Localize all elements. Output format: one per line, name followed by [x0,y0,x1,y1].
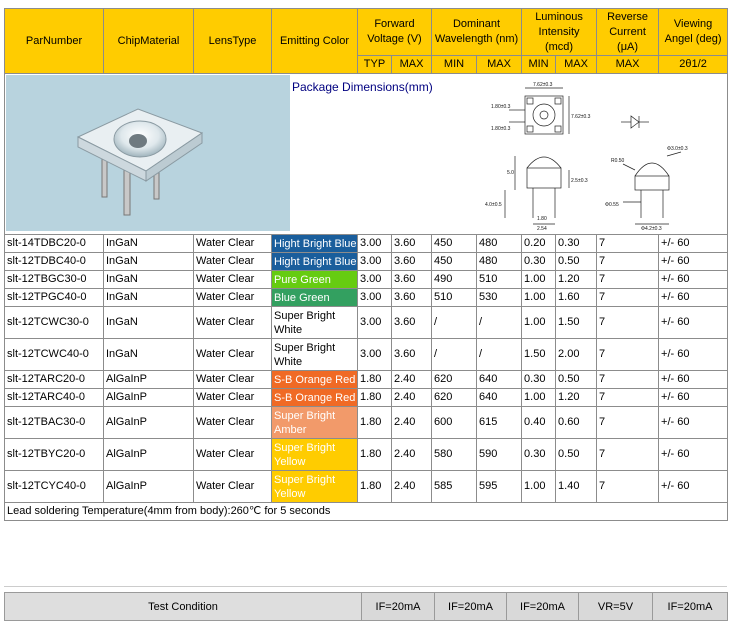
cell-viewing-angle: +/- 60 [659,289,728,307]
header-part-number: ParNumber [5,9,104,74]
sub-wl-min: MIN [432,56,477,74]
cell-lens-type: Water Clear [194,339,272,371]
cell-wl-min: 510 [432,289,477,307]
sub-wl-max: MAX [477,56,522,74]
table-row [5,371,728,389]
cell-wl-max: 590 [477,439,522,471]
cell-lens-type: Water Clear [194,439,272,471]
cell-wl-min: 585 [432,471,477,503]
cell-chip-material: InGaN [104,271,194,289]
package-cell [5,74,728,235]
cell-wl-min: / [432,339,477,371]
table-row [5,307,728,339]
cell-li-max: 0.30 [556,235,597,253]
cell-chip-material: AlGaInP [104,407,194,439]
cell-fv-typ: 3.00 [358,253,392,271]
table-row [5,439,728,471]
test-condition-label: Test Condition [5,593,362,621]
cell-fv-typ: 3.00 [358,235,392,253]
cell-li-min: 0.30 [522,439,556,471]
sub-rc-max: MAX [597,56,659,74]
dim-label-10: R0.50 [611,158,625,164]
cell-wl-max: 640 [477,371,522,389]
dim-label-11: Φ3.0±0.3 [667,146,688,152]
cell-viewing-angle: +/- 60 [659,371,728,389]
dim-label-2: 7.62±0.3 [571,114,591,120]
test-condition-fv: IF=20mA [362,593,435,621]
header-chip-material: ChipMaterial [104,9,194,74]
header-reverse-current: Reverse Current (μA) [597,9,659,56]
cell-fv-typ: 3.00 [358,307,392,339]
cell-wl-max: 640 [477,389,522,407]
cell-li-min: 0.30 [522,371,556,389]
cell-viewing-angle: +/- 60 [659,235,728,253]
divider [4,586,727,587]
cell-li-max: 0.50 [556,439,597,471]
cell-part-number: slt-12TPGC40-0 [5,289,104,307]
cell-lens-type: Water Clear [194,289,272,307]
dim-label-3: 1.80±0.3 [491,104,511,110]
sub-va: 2θ1/2 [659,56,728,74]
cell-chip-material: AlGaInP [104,371,194,389]
cell-fv-typ: 1.80 [358,439,392,471]
cell-reverse-current: 7 [597,307,659,339]
test-condition-table [4,592,728,621]
cell-li-min: 0.20 [522,235,556,253]
dim-label-6: 2.5±0.3 [571,178,588,184]
cell-wl-min: 490 [432,271,477,289]
table-row [5,407,728,439]
cell-wl-min: / [432,307,477,339]
cell-chip-material: AlGaInP [104,439,194,471]
cell-viewing-angle: +/- 60 [659,471,728,503]
table-row [5,339,728,371]
cell-wl-min: 620 [432,371,477,389]
cell-wl-max: 510 [477,271,522,289]
cell-wl-max: 595 [477,471,522,503]
cell-li-max: 0.60 [556,407,597,439]
cell-chip-material: InGaN [104,339,194,371]
cell-reverse-current: 7 [597,407,659,439]
cell-fv-max: 2.40 [392,407,432,439]
cell-emitting-color: Super Bright White [272,339,358,371]
cell-fv-typ: 1.80 [358,371,392,389]
table-row [5,271,728,289]
cell-li-min: 1.00 [522,307,556,339]
test-condition-wl: IF=20mA [435,593,507,621]
cell-fv-typ: 3.00 [358,271,392,289]
cell-part-number: slt-12TDBC40-0 [5,253,104,271]
cell-part-number: slt-12TBAC30-0 [5,407,104,439]
cell-wl-max: 480 [477,253,522,271]
cell-li-min: 0.30 [522,253,556,271]
dim-label-7: 4.0±0.5 [485,202,502,208]
header-viewing-angle: Viewing Angel (deg) [659,9,728,56]
cell-chip-material: InGaN [104,253,194,271]
cell-reverse-current: 7 [597,271,659,289]
cell-chip-material: AlGaInP [104,471,194,503]
product-rows [5,235,728,503]
cell-wl-min: 620 [432,389,477,407]
dim-label-1: 7.62±0.3 [533,82,553,88]
test-condition-li: IF=20mA [507,593,579,621]
cell-part-number: slt-12TARC20-0 [5,371,104,389]
cell-reverse-current: 7 [597,289,659,307]
cell-fv-typ: 1.80 [358,407,392,439]
cell-fv-max: 2.40 [392,371,432,389]
header-emitting-color: Emitting Color [272,9,358,74]
cell-reverse-current: 7 [597,235,659,253]
cell-viewing-angle: +/- 60 [659,253,728,271]
cell-reverse-current: 7 [597,371,659,389]
cell-li-max: 1.60 [556,289,597,307]
header-luminous-intensity: Luminous Intensity (mcd) [522,9,597,56]
dim-label-12: Φ0.55 [605,202,619,208]
cell-wl-max: 615 [477,407,522,439]
cell-fv-max: 2.40 [392,389,432,407]
cell-reverse-current: 7 [597,439,659,471]
cell-lens-type: Water Clear [194,307,272,339]
dim-label-4: 1.80±0.3 [491,126,511,132]
cell-lens-type: Water Clear [194,407,272,439]
cell-part-number: slt-12TBGC30-0 [5,271,104,289]
cell-viewing-angle: +/- 60 [659,271,728,289]
cell-reverse-current: 7 [597,471,659,503]
cell-wl-max: 530 [477,289,522,307]
package-dimensions-title: Package Dimensions(mm) [292,80,433,94]
cell-fv-max: 3.60 [392,339,432,371]
cell-emitting-color: S-B Orange Red [272,371,358,389]
cell-fv-max: 3.60 [392,235,432,253]
header-forward-voltage: Forward Voltage (V) [358,9,432,56]
header-lens-type: LensType [194,9,272,74]
cell-part-number: slt-12TCWC30-0 [5,307,104,339]
cell-wl-max: / [477,307,522,339]
cell-li-min: 1.00 [522,471,556,503]
dim-label-8: 1.80 [537,216,547,222]
cell-emitting-color: S-B Orange Red [272,389,358,407]
cell-lens-type: Water Clear [194,471,272,503]
cell-emitting-color: Super Bright Yellow [272,471,358,503]
cell-reverse-current: 7 [597,389,659,407]
cell-chip-material: InGaN [104,307,194,339]
cell-viewing-angle: +/- 60 [659,439,728,471]
cell-fv-typ: 1.80 [358,389,392,407]
table-row [5,235,728,253]
cell-emitting-color: Pure Green [272,271,358,289]
cell-li-max: 1.40 [556,471,597,503]
cell-part-number: slt-12TCWC40-0 [5,339,104,371]
cell-chip-material: InGaN [104,235,194,253]
cell-li-max: 0.50 [556,371,597,389]
cell-emitting-color: Blue Green [272,289,358,307]
cell-li-min: 1.00 [522,389,556,407]
cell-reverse-current: 7 [597,253,659,271]
cell-reverse-current: 7 [597,339,659,371]
sub-li-max: MAX [556,56,597,74]
cell-wl-min: 450 [432,253,477,271]
cell-wl-min: 450 [432,235,477,253]
cell-chip-material: InGaN [104,289,194,307]
package-drawing-icon [445,78,695,230]
cell-fv-typ: 3.00 [358,339,392,371]
cell-part-number: slt-12TBYC20-0 [5,439,104,471]
cell-wl-max: / [477,339,522,371]
cell-emitting-color: Super Bright Yellow [272,439,358,471]
cell-emitting-color: Hight Bright Blue [272,235,358,253]
cell-emitting-color: Hight Bright Blue [272,253,358,271]
cell-fv-max: 2.40 [392,439,432,471]
cell-li-min: 1.50 [522,339,556,371]
dim-label-13: Φ4.2±0.3 [641,226,662,230]
sub-fv-typ: TYP [358,56,392,74]
sub-li-min: MIN [522,56,556,74]
test-condition-va: IF=20mA [653,593,728,621]
led-photo [6,75,290,231]
led-image-icon [6,75,290,231]
cell-part-number: slt-12TCYC40-0 [5,471,104,503]
cell-li-min: 0.40 [522,407,556,439]
cell-fv-typ: 1.80 [358,471,392,503]
cell-fv-typ: 3.00 [358,289,392,307]
cell-chip-material: AlGaInP [104,389,194,407]
cell-fv-max: 3.60 [392,307,432,339]
cell-lens-type: Water Clear [194,371,272,389]
note-row [5,503,728,521]
cell-li-max: 1.20 [556,271,597,289]
cell-li-max: 0.50 [556,253,597,271]
cell-li-max: 1.20 [556,389,597,407]
cell-viewing-angle: +/- 60 [659,307,728,339]
sub-fv-max: MAX [392,56,432,74]
cell-lens-type: Water Clear [194,235,272,253]
cell-wl-max: 480 [477,235,522,253]
cell-part-number: slt-12TARC40-0 [5,389,104,407]
cell-li-min: 1.00 [522,271,556,289]
table-row [5,289,728,307]
cell-viewing-angle: +/- 60 [659,339,728,371]
table-row [5,389,728,407]
cell-li-min: 1.00 [522,289,556,307]
table-row [5,253,728,271]
cell-lens-type: Water Clear [194,389,272,407]
cell-viewing-angle: +/- 60 [659,389,728,407]
cell-lens-type: Water Clear [194,253,272,271]
cell-fv-max: 3.60 [392,289,432,307]
led-spec-table [4,8,728,521]
cell-emitting-color: Super Bright White [272,307,358,339]
package-row [5,74,728,235]
dim-label-9: 2.54 [537,226,547,230]
soldering-note: Lead soldering Temperature(4mm from body):260℃ for 5 seconds [5,503,728,521]
test-condition-row [5,593,728,621]
test-condition-rc: VR=5V [579,593,653,621]
cell-wl-min: 580 [432,439,477,471]
cell-viewing-angle: +/- 60 [659,407,728,439]
cell-li-max: 2.00 [556,339,597,371]
cell-lens-type: Water Clear [194,271,272,289]
cell-fv-max: 3.60 [392,271,432,289]
cell-li-max: 1.50 [556,307,597,339]
dim-label-5: 5.0 [507,170,514,176]
cell-fv-max: 3.60 [392,253,432,271]
cell-fv-max: 2.40 [392,471,432,503]
header-row [5,9,728,56]
table-row [5,471,728,503]
cell-part-number: slt-14TDBC20-0 [5,235,104,253]
cell-wl-min: 600 [432,407,477,439]
cell-emitting-color: Super Bright Amber [272,407,358,439]
header-dominant-wavelength: Dominant Wavelength (nm) [432,9,522,56]
